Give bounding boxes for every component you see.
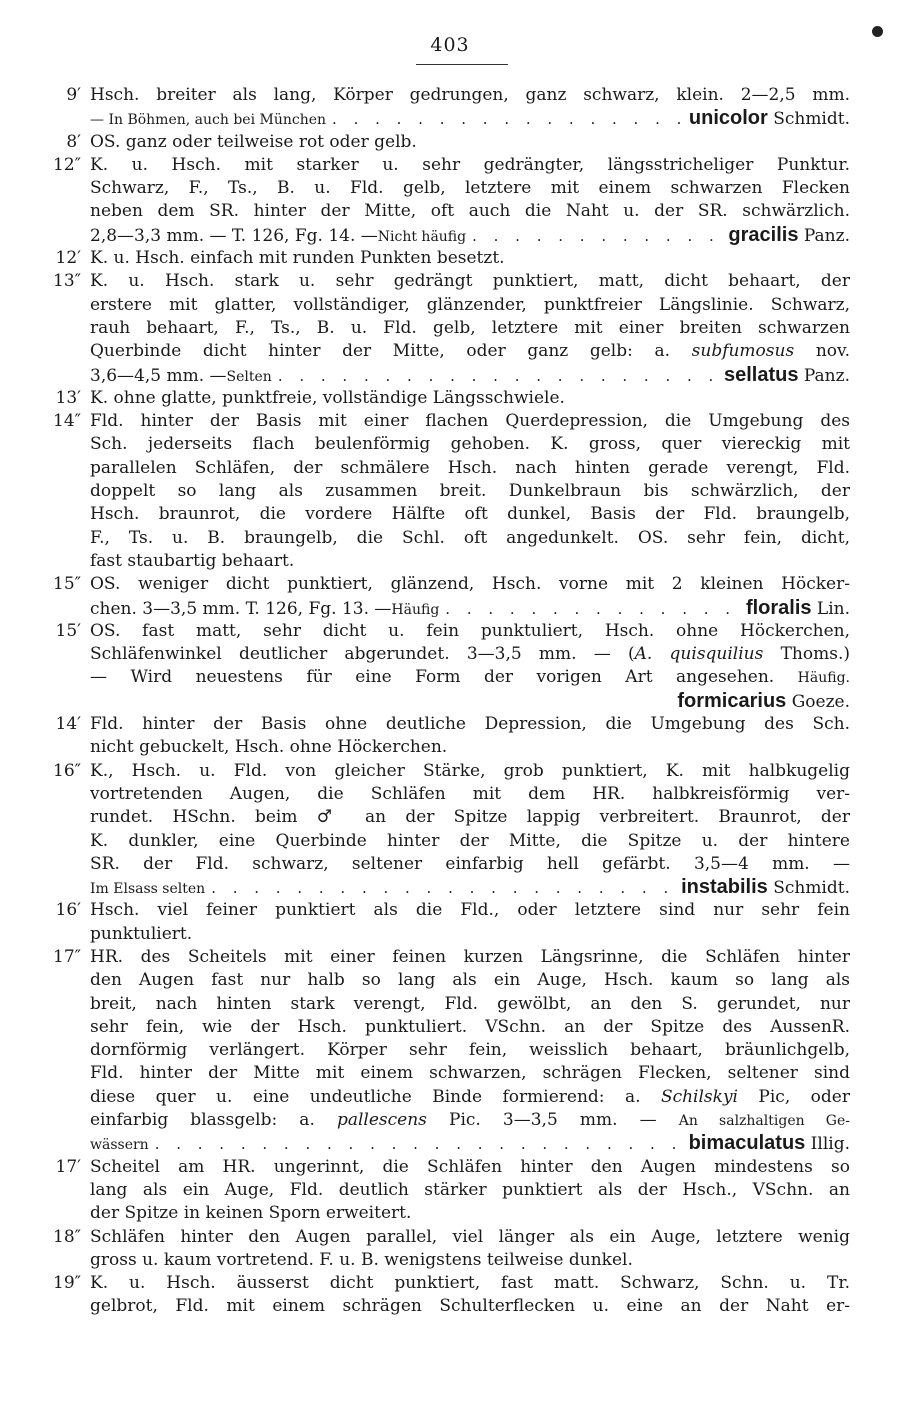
entry-line: rauh behaart, F., Ts., B. u. Fld. gelb, letztere mit einer breiten schwarzen: [90, 317, 850, 338]
entry-line: [90, 340, 850, 363]
page-number: 403: [430, 34, 470, 56]
key-entry: [0, 131, 900, 154]
entry-line: neben dem SR. hinter der Mitte, oft auch die Naht u. der SR. schwärzlich.: [90, 201, 850, 222]
couplet-label: 17″: [53, 946, 81, 967]
entry-text: Nicht häufig: [377, 228, 467, 245]
entry-line: der Spitze in keinen Sporn erweitert.: [90, 1203, 412, 1224]
species-name: gracilis: [728, 223, 799, 246]
entry-line: [90, 690, 850, 713]
entry-line: Schwarz, F., Ts., B. u. Fld. gelb, letztere mit einem schwarzen Flecken: [90, 178, 850, 199]
species-name: formicarius: [677, 689, 787, 712]
key-entry: [0, 1156, 900, 1226]
entry-line: Hsch. viel feiner punktiert als die Fld., oder letztere sind nur sehr fein: [90, 900, 850, 921]
entry-line: erstere mit glatter, vollständiger, glänzender, punktfreier Längslinie. Schwarz,: [90, 294, 850, 315]
entry-text: 3,6—4,5 mm. —: [90, 365, 227, 386]
couplet-label: 12′: [55, 248, 81, 269]
couplet-label: 15″: [53, 574, 81, 595]
entry-line: Hsch. braunrot, die vordere Hälfte oft dunkel, Basis der Fld. braungelb,: [90, 504, 850, 525]
key-entry: [0, 760, 900, 900]
species-author: Illig.: [805, 1134, 850, 1155]
entry-text: — In Böhmen, auch bei München: [90, 112, 327, 129]
entry-line: rundet. HSchn. beim ♂ an der Spitze lappig verbreitert. Braunrot, der: [90, 807, 850, 828]
entry-line: K., Hsch. u. Fld. von gleicher Stärke, grob punktiert, K. mit halbkugelig: [90, 760, 850, 781]
entry-text: chen. 3—3,5 mm. T. 126, Fg. 13. —: [90, 598, 392, 619]
entry-line: lang als ein Auge, Fld. deutlich stärker punktiert als der Hsch., VSchn. an: [90, 1179, 850, 1200]
entry-line: [90, 597, 850, 620]
couplet-label: 13″: [53, 271, 81, 292]
entry-text: Pic, oder: [738, 1086, 850, 1107]
entry-line: K. u. Hsch. stark u. sehr gedrängt punktiert, matt, dicht behaart, der: [90, 271, 850, 292]
entry-line: Scheitel am HR. ungerinnt, die Schläfen hinter den Augen mindestens so: [90, 1156, 850, 1177]
entry-line: [90, 364, 850, 387]
couplet-label: 12″: [53, 154, 81, 175]
key-entries: [0, 84, 900, 1319]
key-entry: [0, 713, 900, 760]
entry-line: gelbrot, Fld. mit einem schrägen Schulterflecken u. eine an der Naht er-: [90, 1296, 850, 1317]
taxon-italic: pallescens: [336, 1110, 427, 1131]
couplet-label: 14′: [55, 714, 81, 735]
entry-text: Schläfenwinkel deutlicher abgerundet. 3—3,5 mm. — (: [90, 644, 635, 665]
entry-line: OS. ganz oder teilweise rot oder gelb.: [90, 131, 417, 152]
entry-line: [90, 876, 850, 899]
key-entry: [0, 899, 900, 946]
entry-text: Thoms.): [763, 644, 850, 665]
entry-text: Pic. 3—3,5 mm. —: [426, 1110, 679, 1131]
key-entry: [0, 270, 900, 386]
entry-line: breit, nach hinten stark verengt, Fld. gewölbt, an den S. gerundet, nur: [90, 993, 850, 1014]
couplet-label: 8′: [66, 131, 81, 152]
entry-line: Hsch. breiter als lang, Körper gedrungen, ganz schwarz, klein. 2—2,5 mm.: [90, 85, 850, 105]
entry-line: [90, 666, 850, 689]
taxon-italic: A. quisquilius: [634, 644, 764, 665]
species-author: Goeze.: [786, 691, 850, 712]
species-name-group: [689, 1132, 850, 1156]
entry-text: Selten: [226, 368, 272, 385]
species-author: Schmidt.: [767, 109, 850, 130]
entry-line: K. ohne glatte, punktfreie, vollständige Längsschwiele.: [90, 387, 565, 408]
entry-text: 2,8—3,3 mm. — T. 126, Fg. 14. —: [90, 225, 378, 246]
leader-dots: [272, 365, 724, 388]
key-entry: [0, 247, 900, 270]
key-entry: [0, 154, 900, 247]
entry-line: SR. der Fld. schwarz, seltener einfarbig hell gefärbt. 3,5—4 mm. —: [90, 853, 850, 874]
entry-line: vortretenden Augen, die Schläfen mit dem HR. halbkreisförmig ver-: [90, 783, 850, 804]
key-entry: [0, 410, 900, 573]
entry-line: Fld. hinter der Mitte mit einem schwarzen, schrägen Flecken, seltener sind: [90, 1063, 850, 1084]
couplet-label: 19″: [53, 1273, 81, 1294]
species-name: floralis: [745, 596, 812, 619]
species-author: Schmidt.: [767, 878, 850, 899]
entry-line: gross u. kaum vortretend. F. u. B. wenigstens teilweise dunkel.: [90, 1249, 633, 1270]
couplet-label: 15′: [55, 620, 81, 641]
entry-line: OS. weniger dicht punktiert, glänzend, Hsch. vorne mit 2 kleinen Höcker-: [90, 574, 850, 595]
couplet-label: 17′: [55, 1156, 81, 1177]
entry-text: Querbinde dicht hinter der Mitte, oder ganz gelb: a.: [90, 341, 692, 362]
entry-line: Schläfen hinter den Augen parallel, viel länger als ein Auge, letztere wenig: [90, 1226, 850, 1247]
entry-line: F., Ts. u. B. braungelb, die Schl. oft angedunkelt. OS. sehr fein, dicht,: [90, 527, 850, 548]
leader-dots: [205, 877, 681, 900]
key-entry: [0, 387, 900, 410]
leader-dots: [466, 225, 728, 248]
species-name-group: [681, 876, 850, 900]
entry-line: K. dunkler, eine Querbinde hinter der Mitte, die Spitze u. der hintere: [90, 830, 850, 851]
entry-line: [90, 224, 850, 247]
entry-line: den Augen fast nur halb so lang als ein Auge, Hsch. kaum so lang als: [90, 970, 850, 991]
leader-dots: [149, 1133, 689, 1156]
key-entry: [0, 84, 900, 131]
species-name-group: [746, 597, 850, 621]
entry-text: — Wird neuestens für eine Form der vorigen Art angesehen.: [90, 667, 798, 688]
taxon-italic: Schilskyi: [660, 1086, 738, 1107]
entry-line: fast staubartig behaart.: [90, 550, 295, 571]
entry-text: diese quer u. eine undeutliche Binde formierend: a.: [90, 1086, 661, 1107]
entry-line: HR. des Scheitels mit einer feinen kurzen Längsrinne, die Schläfen hinter: [90, 946, 850, 967]
ink-dot-mark: [872, 26, 883, 37]
key-entry: [0, 1226, 900, 1273]
entry-line: [90, 1109, 850, 1132]
entry-line: Sch. jederseits flach beulenförmig gehoben. K. gross, quer viereckig mit: [90, 434, 850, 455]
entry-line: nicht gebuckelt, Hsch. ohne Höckerchen.: [90, 737, 448, 758]
couplet-label: 16′: [55, 900, 81, 921]
entry-line: [90, 107, 850, 130]
species-author: Panz.: [798, 365, 850, 386]
taxon-italic: subfumosus: [691, 341, 795, 362]
species-name-group: [728, 224, 850, 248]
key-entry: [0, 620, 900, 713]
species-name: bimaculatus: [688, 1132, 806, 1155]
entry-line: K. u. Hsch. einfach mit runden Punkten besetzt.: [90, 248, 505, 269]
entry-line: dornförmig verlängert. Körper sehr fein, weisslich behaart, bräunlichgelb,: [90, 1040, 850, 1061]
entry-line: OS. fast matt, sehr dicht u. fein punktuliert, Hsch. ohne Höckerchen,: [90, 620, 850, 641]
key-entry: [0, 946, 900, 1156]
species-name: unicolor: [688, 107, 768, 130]
entry-line: sehr fein, wie der Hsch. punktuliert. VSchn. an der Spitze des AussenR.: [90, 1016, 850, 1037]
couplet-label: 16″: [53, 760, 81, 781]
entry-text: nov.: [794, 341, 850, 362]
entry-text: wässern: [90, 1137, 149, 1154]
couplet-label: 18″: [53, 1226, 81, 1247]
species-name: sellatus: [723, 363, 799, 386]
entry-line: K. u. Hsch. mit starker u. sehr gedrängter, längsstricheliger Punktur.: [90, 154, 850, 175]
entry-line: [90, 1086, 850, 1109]
entry-line: doppelt so lang als zusammen breit. Dunkelbraun bis schwärzlich, der: [90, 481, 850, 502]
leader-dots: [326, 108, 689, 131]
entry-text: einfarbig blassgelb: a.: [90, 1110, 337, 1131]
entry-line: Fld. hinter der Basis mit einer flachen Querdepression, die Umgebung des: [90, 411, 850, 432]
couplet-label: 14″: [53, 411, 81, 432]
entry-line: [90, 1132, 850, 1155]
species-name: instabilis: [681, 876, 768, 899]
entry-text: Häufig: [391, 601, 440, 618]
entry-text: An salzhaltigen Ge-: [678, 1113, 850, 1130]
entry-line: punktuliert.: [90, 923, 193, 944]
entry-line: Fld. hinter der Basis ohne deutliche Depression, die Umgebung des Sch.: [90, 714, 850, 735]
key-entry: [0, 1272, 900, 1319]
key-entry: [0, 573, 900, 620]
leader-dots: [439, 598, 746, 621]
couplet-label: 13′: [55, 387, 81, 408]
species-name-group: [689, 107, 850, 131]
entry-line: parallelen Schläfen, der schmälere Hsch. nach hinten gerade verengt, Fld.: [90, 457, 850, 478]
species-author: Panz.: [798, 225, 850, 246]
species-author: Lin.: [811, 598, 850, 619]
entry-line: [90, 643, 850, 666]
couplet-label: 9′: [66, 85, 81, 105]
species-name-group: [724, 364, 850, 388]
entry-line: K. u. Hsch. äusserst dicht punktiert, fast matt. Schwarz, Schn. u. Tr.: [90, 1273, 850, 1294]
entry-text: Im Elsass selten: [90, 881, 206, 898]
header-rule: [416, 64, 508, 65]
entry-text: Häufig.: [797, 670, 850, 687]
